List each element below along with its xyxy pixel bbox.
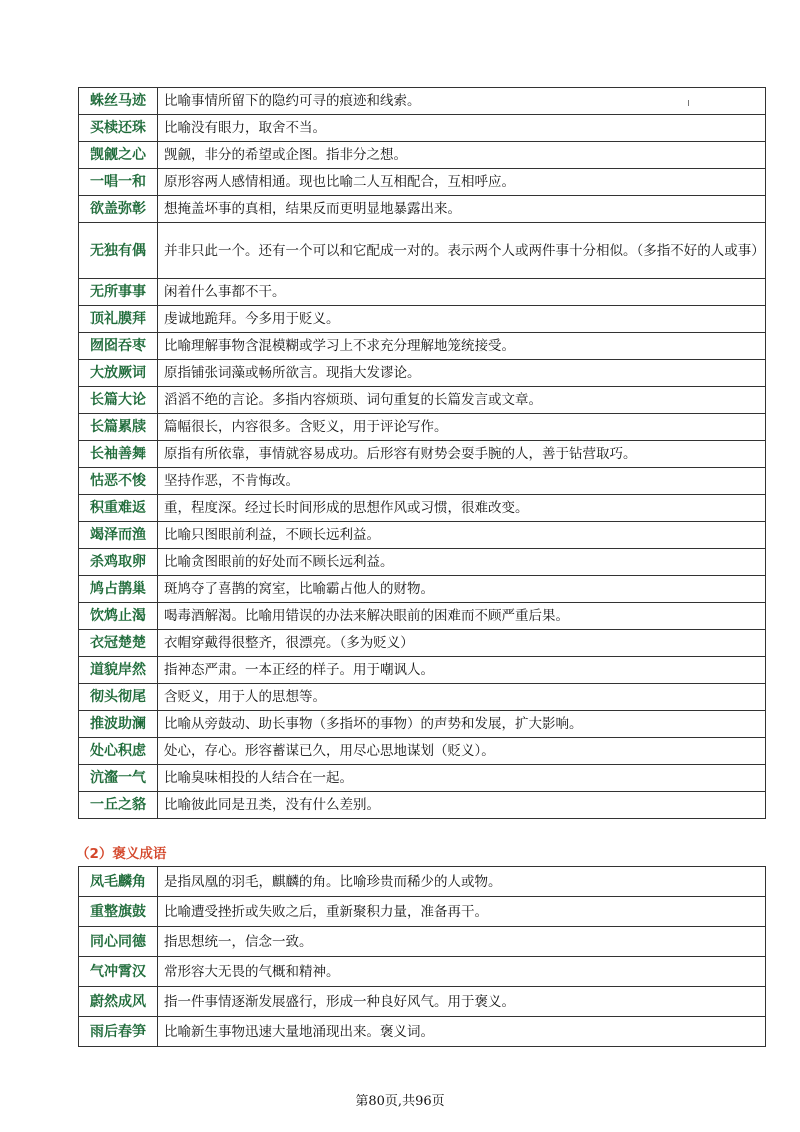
idiom-definition: 篇幅很长，内容很多。含贬义，用于评论写作。 [158, 414, 766, 441]
table-row [79, 711, 766, 738]
idiom-definition: 原形容两人感情相通。现也比喻二人互相配合，互相呼应。 [158, 169, 766, 196]
table-row [79, 1017, 766, 1047]
table-row [79, 957, 766, 987]
idiom-definition: 想掩盖坏事的真相，结果反而更明显地暴露出来。 [158, 196, 766, 223]
idiom-definition: 比喻只图眼前利益，不顾长远利益。 [158, 522, 766, 549]
table-row [79, 522, 766, 549]
table-row [79, 88, 766, 115]
idiom-definition: 比喻新生事物迅速大量地涌现出来。褒义词。 [158, 1017, 766, 1047]
table-row [79, 333, 766, 360]
table-row [79, 987, 766, 1017]
table-row [79, 441, 766, 468]
idiom-definition: 指一件事情逐渐发展盛行，形成一种良好风气。用于褒义。 [158, 987, 766, 1017]
idiom-definition: 比喻彼此同是丑类，没有什么差别。 [158, 792, 766, 819]
idiom-term: 凤毛麟角 [79, 867, 158, 897]
idiom-definition: 觊觎，非分的希望或企图。指非分之想。 [158, 142, 766, 169]
idiom-term: 长篇累牍 [79, 414, 158, 441]
idiom-term: 竭泽而渔 [79, 522, 158, 549]
idiom-term: 同心同德 [79, 927, 158, 957]
idiom-definition: 指神态严肃。一本正经的样子。用于嘲讽人。 [158, 657, 766, 684]
idiom-definition: 比喻没有眼力，取舍不当。 [158, 115, 766, 142]
idiom-term: 无独有偶 [79, 223, 158, 279]
idiom-term: 买椟还珠 [79, 115, 158, 142]
idiom-term: 蛛丝马迹 [79, 88, 158, 115]
table-row [79, 657, 766, 684]
idiom-definition: 滔滔不绝的言论。多指内容烦琐、词句重复的长篇发言或文章。 [158, 387, 766, 414]
idiom-term: 无所事事 [79, 279, 158, 306]
idiom-term: 衣冠楚楚 [79, 630, 158, 657]
idiom-term: 觊觎之心 [79, 142, 158, 169]
page-number-footer: 第80页,共96页 [355, 1094, 445, 1109]
idiom-term: 怙恶不悛 [79, 468, 158, 495]
idiom-definition: 喝毒酒解渴。比喻用错误的办法来解决眼前的困难而不顾严重后果。 [158, 603, 766, 630]
table-row [79, 897, 766, 927]
idiom-term: 鸠占鹊巢 [79, 576, 158, 603]
table-row [79, 576, 766, 603]
idiom-definition: 闲着什么事都不干。 [158, 279, 766, 306]
idiom-term: 蔚然成风 [79, 987, 158, 1017]
idiom-definition: 常形容大无畏的气概和精神。 [158, 957, 766, 987]
table-row [79, 223, 766, 279]
idiom-definition: 比喻遭受挫折或失败之后，重新聚积力量，准备再干。 [158, 897, 766, 927]
idiom-definition: 比喻贪图眼前的好处而不顾长远利益。 [158, 549, 766, 576]
idiom-table-derogatory [78, 87, 766, 819]
table-row [79, 306, 766, 333]
table-row [79, 279, 766, 306]
idiom-table-body [79, 88, 766, 819]
idiom-definition: 并非只此一个。还有一个可以和它配成一对的。表示两个人或两件事十分相似。（多指不好的人或事） [158, 223, 766, 279]
idiom-definition: 斑鸠夺了喜鹊的窝室，比喻霸占他人的财物。 [158, 576, 766, 603]
idiom-term: 气冲霄汉 [79, 957, 158, 987]
idiom-table-commendatory [78, 866, 766, 1047]
table-row [79, 867, 766, 897]
table-row [79, 549, 766, 576]
idiom-term: 杀鸡取卵 [79, 549, 158, 576]
table-row [79, 927, 766, 957]
idiom-definition: 比喻臭味相投的人结合在一起。 [158, 765, 766, 792]
table-row [79, 115, 766, 142]
idiom-definition: 重，程度深。经过长时间形成的思想作风或习惯，很难改变。 [158, 495, 766, 522]
idiom-term: 囫囵吞枣 [79, 333, 158, 360]
idiom-term: 处心积虑 [79, 738, 158, 765]
idiom-definition: 处心，存心。形容蓄谋已久，用尽心思地谋划（贬义）。 [158, 738, 766, 765]
table-row [79, 792, 766, 819]
idiom-term: 顶礼膜拜 [79, 306, 158, 333]
table-row [79, 603, 766, 630]
table-row [79, 169, 766, 196]
idiom-term: 道貌岸然 [79, 657, 158, 684]
table-row [79, 468, 766, 495]
idiom-term: 长袖善舞 [79, 441, 158, 468]
idiom-definition: 比喻从旁鼓动、助长事物（多指坏的事物）的声势和发展，扩大影响。 [158, 711, 766, 738]
idiom-definition: 衣帽穿戴得很整齐，很漂亮。（多为贬义） [158, 630, 766, 657]
idiom-term: 重整旗鼓 [79, 897, 158, 927]
idiom-term: 积重难返 [79, 495, 158, 522]
idiom-definition: 指思想统一，信念一致。 [158, 927, 766, 957]
table-row [79, 142, 766, 169]
idiom-term: 大放厥词 [79, 360, 158, 387]
idiom-term: 彻头彻尾 [79, 684, 158, 711]
idiom-term: 饮鸩止渴 [79, 603, 158, 630]
idiom-definition: 是指凤凰的羽毛，麒麟的角。比喻珍贵而稀少的人或物。 [158, 867, 766, 897]
idiom-term: 长篇大论 [79, 387, 158, 414]
table-row [79, 196, 766, 223]
table-row [79, 387, 766, 414]
idiom-definition: 含贬义，用于人的思想等。 [158, 684, 766, 711]
table-row [79, 630, 766, 657]
table-row [79, 738, 766, 765]
idiom-definition: 原指铺张词藻或畅所欲言。现指大发谬论。 [158, 360, 766, 387]
section-title-commendatory: （2）褒义成语 [76, 846, 167, 862]
idiom-term: 一唱一和 [79, 169, 158, 196]
idiom-table-body [79, 867, 766, 1047]
table-row [79, 765, 766, 792]
idiom-definition: 原指有所依靠，事情就容易成功。后形容有财势会耍手腕的人，善于钻营取巧。 [158, 441, 766, 468]
table-row [79, 684, 766, 711]
idiom-term: 欲盖弥彰 [79, 196, 158, 223]
idiom-term: 沆瀣一气 [79, 765, 158, 792]
idiom-definition: 比喻事情所留下的隐约可寻的痕迹和线索。 [158, 88, 766, 115]
idiom-definition: 坚持作恶，不肯悔改。 [158, 468, 766, 495]
table-row [79, 414, 766, 441]
idiom-term: 一丘之貉 [79, 792, 158, 819]
table-row [79, 495, 766, 522]
idiom-definition: 比喻理解事物含混模糊或学习上不求充分理解地笼统接受。 [158, 333, 766, 360]
idiom-term: 推波助澜 [79, 711, 158, 738]
table-row [79, 360, 766, 387]
idiom-term: 雨后春笋 [79, 1017, 158, 1047]
idiom-definition: 虔诚地跪拜。今多用于贬义。 [158, 306, 766, 333]
